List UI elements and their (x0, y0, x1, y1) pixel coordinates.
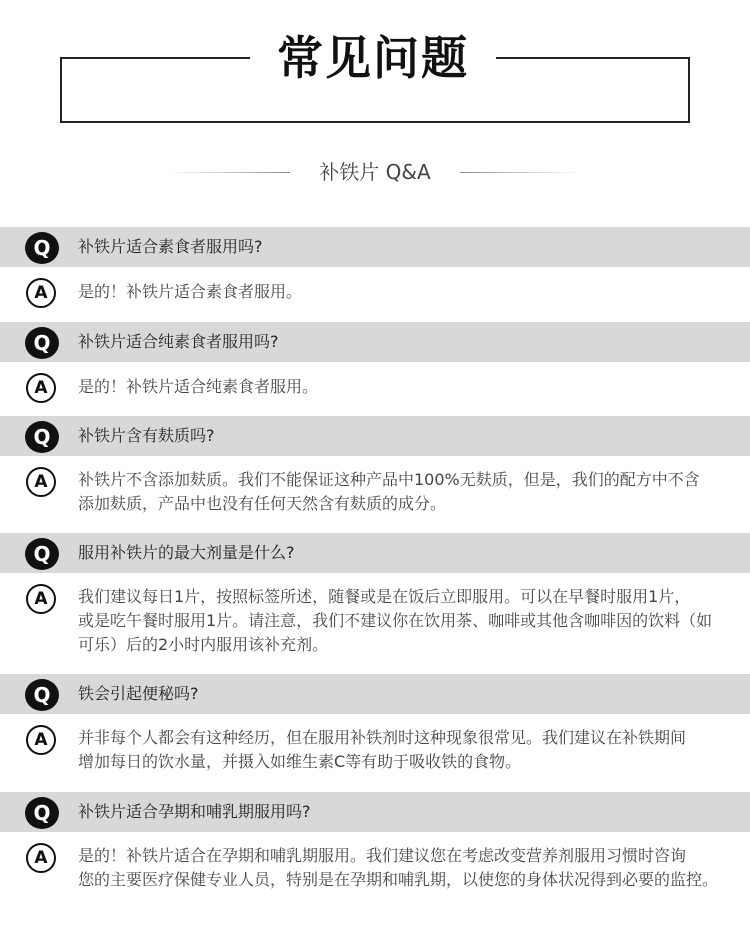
faq-answer (78, 726, 732, 774)
faq-question-row (0, 533, 750, 573)
answer-line: 我们建议每日1片，按照标签所述，随餐或是在饭后立即服用。可以在早餐时服用1片， (78, 587, 691, 606)
answer-line: 并非每个人都会有这种经历，但在服用补铁剂时这种现象很常见。我们建议在补铁期间 (78, 728, 687, 747)
subtitle-divider-right (460, 172, 582, 173)
answer-line: 添加麸质，产品中也没有任何天然含有麸质的成分。 (78, 494, 447, 513)
faq-question-row (0, 227, 750, 267)
answer-line: 是的！补铁片适合纯素食者服用。 (78, 377, 319, 396)
answer-line: 补铁片不含添加麸质。我们不能保证这种产品中100%无麸质，但是，我们的配方中不含 (78, 470, 700, 489)
faq-answer (78, 468, 732, 516)
answer-a-icon: A (26, 725, 56, 755)
faq-answer (78, 844, 732, 892)
faq-question-row (0, 792, 750, 832)
answer-a-icon: A (26, 843, 56, 873)
question-q-icon: Q (25, 232, 59, 264)
faq-question-text: 补铁片适合素食者服用吗? (78, 237, 263, 256)
question-q-icon: Q (25, 421, 59, 453)
answer-a-icon: A (26, 467, 56, 497)
answer-a-icon: A (26, 373, 56, 403)
faq-answer (78, 375, 732, 399)
page-title: 常见问题 (277, 31, 469, 85)
faq-question-text: 补铁片适合孕期和哺乳期服用吗? (78, 802, 311, 821)
answer-line: 或是吃午餐时服用1片。请注意，我们不建议你在饮用茶、咖啡或其他含咖啡因的饮料（如 (78, 611, 713, 630)
question-q-icon: Q (25, 538, 59, 570)
answer-a-icon: A (26, 278, 56, 308)
faq-question-text: 铁会引起便秘吗? (78, 684, 199, 703)
answer-line: 是的！补铁片适合素食者服用。 (78, 282, 303, 301)
faq-question-text: 服用补铁片的最大剂量是什么? (78, 543, 295, 562)
faq-question-text: 补铁片适合纯素食者服用吗? (78, 332, 279, 351)
answer-a-icon: A (26, 584, 56, 614)
answer-line: 您的主要医疗保健专业人员，特别是在孕期和哺乳期，以使您的身体状况得到必要的监控。 (78, 870, 719, 889)
page-subtitle: 补铁片 Q&A (319, 160, 431, 184)
answer-line: 是的！补铁片适合在孕期和哺乳期服用。我们建议您在考虑改变营养剂服用习惯时咨询 (78, 846, 687, 865)
faq-question-row (0, 674, 750, 714)
faq-answer (78, 280, 732, 304)
question-q-icon: Q (25, 327, 59, 359)
faq-question-text: 补铁片含有麸质吗? (78, 426, 215, 445)
faq-answer (78, 585, 732, 657)
faq-question-row (0, 416, 750, 456)
question-q-icon: Q (25, 679, 59, 711)
faq-question-row (0, 322, 750, 362)
answer-line: 可乐）后的2小时内服用该补充剂。 (78, 635, 329, 654)
answer-line: 增加每日的饮水量，并摄入如维生素C等有助于吸收铁的食物。 (78, 752, 522, 771)
subtitle-divider-left (168, 172, 290, 173)
question-q-icon: Q (25, 797, 59, 829)
